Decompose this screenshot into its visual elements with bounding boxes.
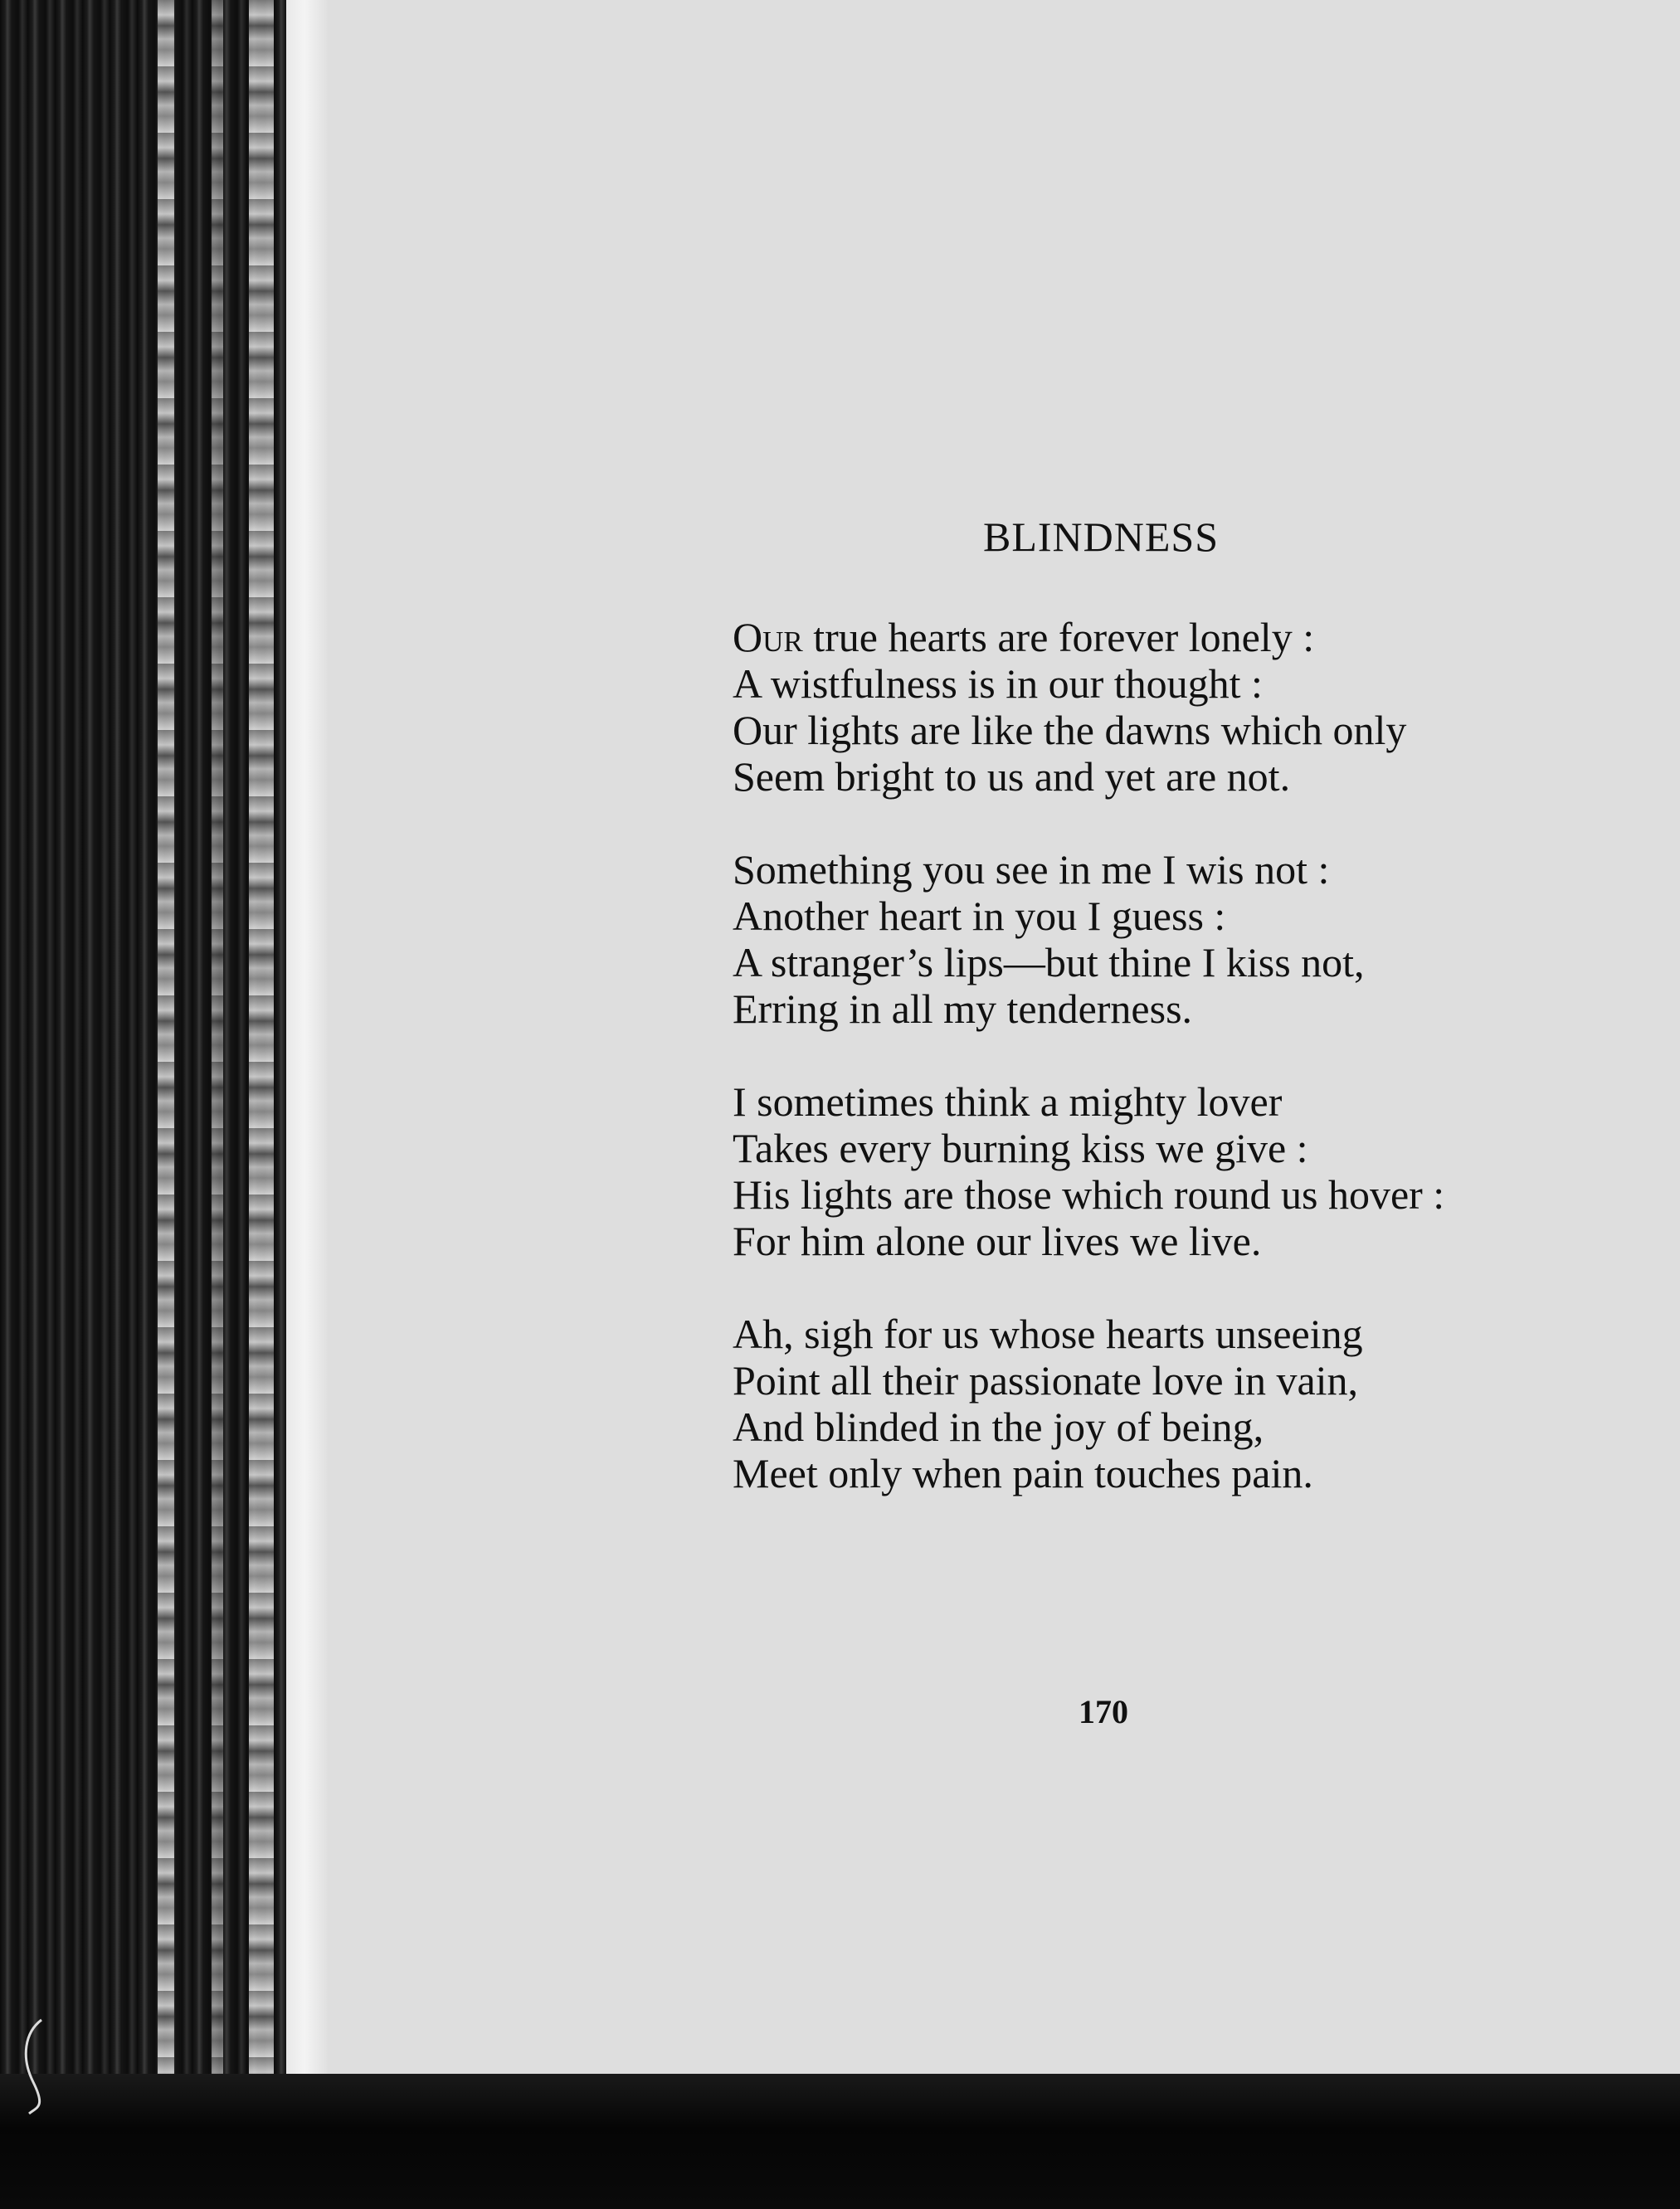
page-number: 170 [1079,1693,1128,1730]
line-text: Another heart in you I guess : [733,893,1226,939]
poem-line [733,846,1444,893]
stanza [733,1078,1444,1264]
bottom-shadow [0,2074,1680,2209]
line-text: Ah, sigh for us whose hearts unseeing [733,1311,1363,1357]
line-text: Meet only when pain touches pain. [733,1450,1313,1496]
poem-line [733,1078,1444,1125]
poem-line [733,660,1444,707]
poem-line [733,1404,1444,1450]
line-text: A stranger’s lips—but thine I kiss not, [733,939,1365,985]
line-text: Point all their passionate love in vain, [733,1357,1359,1404]
poem-line [733,939,1444,985]
poem-body [733,614,1444,1543]
poem-line [733,614,1444,660]
line-text: For him alone our lives we live. [733,1218,1262,1264]
poem-line [733,1218,1444,1264]
line-text: Our lights are like the dawns which only [733,707,1407,753]
spine-texture [212,0,223,2099]
stanza [733,1311,1444,1496]
line-text: Seem bright to us and yet are not. [733,753,1291,800]
poem-title: BLINDNESS [983,513,1220,560]
poem-line [733,893,1444,939]
line-text: Takes every burning kiss we give : [733,1125,1308,1171]
poem-line [733,1450,1444,1496]
line-text: true hearts are forever lonely : [802,614,1315,660]
stanza [733,846,1444,1032]
hair-artifact [17,2016,50,2115]
line-text: A wistfulness is in our thought : [733,660,1263,707]
poem-line [733,1357,1444,1404]
poem-line [733,1125,1444,1171]
poem-line [733,1171,1444,1218]
stanza [733,614,1444,800]
spine-texture [158,0,174,2099]
line-text: Something you see in me I wis not : [733,846,1330,893]
line-text: His lights are those which round us hover : [733,1171,1445,1218]
poem-line [733,753,1444,800]
page-edge [286,0,332,2090]
poem-line [733,1311,1444,1357]
poem-line [733,707,1444,753]
line-text: And blinded in the joy of being, [733,1404,1264,1450]
spine-texture [249,0,274,2099]
drop-word: Our [733,614,803,660]
line-text: Erring in all my tenderness. [733,985,1193,1032]
line-text: I sometimes think a mighty lover [733,1078,1283,1125]
poem-line [733,985,1444,1032]
